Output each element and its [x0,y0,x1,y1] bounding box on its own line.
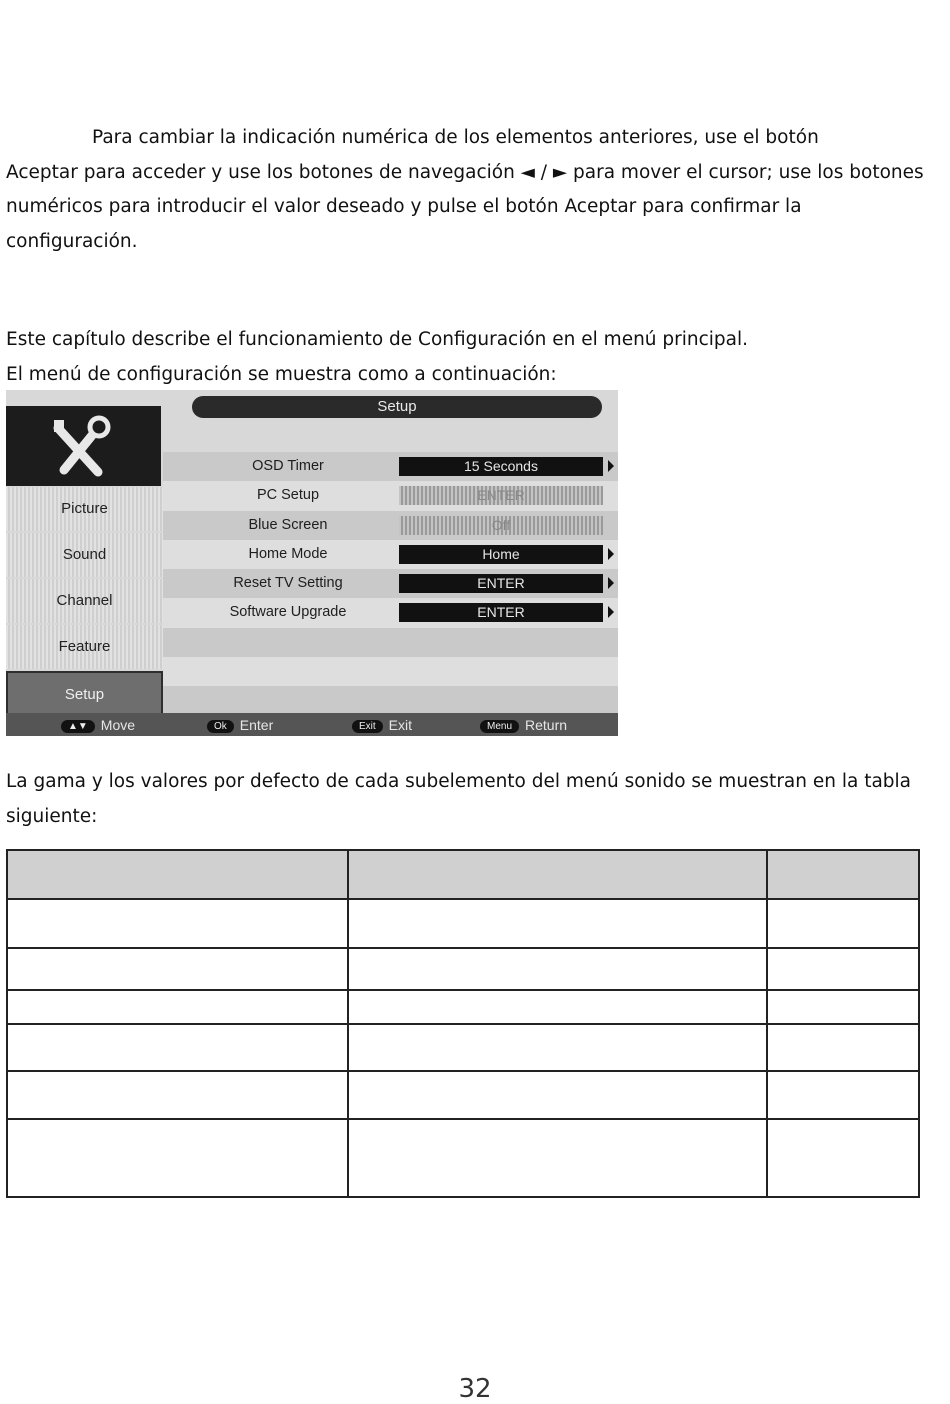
range-defaults-table [6,849,920,1198]
table-cell [7,1071,348,1119]
right-arrow-icon [608,606,614,618]
table-cell [7,1119,348,1197]
right-arrow-icon [608,577,614,589]
table-cell [348,1071,767,1119]
sidebar-item-setup[interactable]: Setup [6,671,163,715]
sidebar-item-sound[interactable]: Sound [6,533,163,577]
footer-label: Return [525,717,568,733]
setup-menu-screenshot [6,390,618,736]
option-value[interactable]: ENTER [399,574,603,593]
option-value: Off [399,516,603,535]
chapter-paragraph [6,323,926,392]
table-cell [348,899,767,948]
osd-footer [6,713,618,736]
sidebar-item-picture[interactable]: Picture [6,487,163,531]
table-cell [767,1024,919,1071]
intro-paragraph [6,121,926,259]
empty-row [163,686,618,715]
table-header-cell [7,850,348,899]
option-label: PC Setup [256,487,320,504]
footer-move[interactable] [61,715,135,735]
table-cell [7,1024,348,1071]
option-value[interactable]: ENTER [399,603,603,622]
table-cell [767,1071,919,1119]
sidebar-item-feature[interactable]: Feature [6,625,163,669]
footer-return[interactable] [480,715,567,735]
table-cell [767,948,919,990]
setup-options [163,452,618,716]
table-header-cell [767,850,919,899]
option-software-upgrade[interactable] [163,598,618,627]
page-number: 32 [458,1374,492,1404]
table-row [7,1024,919,1071]
footer-label: Enter [239,717,274,733]
table-cell [348,1024,767,1071]
move-key-icon: ▲▼ [61,720,95,733]
setup-icon-panel [6,406,161,486]
option-blue-screen[interactable] [163,511,618,540]
tools-icon [6,406,161,486]
table-cell [7,990,348,1024]
option-value: ENTER [399,486,603,505]
option-value[interactable]: Home [399,545,603,564]
table-cell [767,990,919,1024]
option-value[interactable]: 15 Seconds [399,457,603,476]
empty-row [163,628,618,657]
table-cell [7,948,348,990]
table-intro: La gama y los valores por defecto de cada subelemento del menú sonido se muestran en la tabla siguiente: [6,771,912,827]
table-cell [7,899,348,948]
table-row [7,990,919,1024]
option-label: Reset TV Setting [233,575,343,592]
option-label: Software Upgrade [229,604,347,621]
table-cell [767,899,919,948]
table-cell [348,1119,767,1197]
table-row [7,1071,919,1119]
intro-line-1: Para cambiar la indicación numérica de los elementos anteriores, use el botón [92,127,819,148]
footer-exit[interactable] [352,715,412,735]
option-home-mode[interactable] [163,540,618,569]
table-header-cell [348,850,767,899]
chapter-line-2: El menú de configuración se muestra como a continuación: [6,363,557,385]
right-arrow-icon [608,548,614,560]
option-label: OSD Timer [252,458,324,474]
menu-key-icon: Menu [480,720,519,733]
footer-label: Exit [388,717,413,733]
footer-enter[interactable] [207,715,273,735]
table-cell [348,990,767,1024]
osd-title: Setup [192,396,602,418]
intro-rest: Aceptar para acceder y use los botones de navegación ◄ / ► para mover el cursor; use los botones numéricos para introducir el valor deseado y pulse el botón Aceptar para confirmar la configuración. [6,161,924,252]
table-row [7,1119,919,1197]
table-row [7,899,919,948]
empty-row [163,657,618,686]
table-intro-paragraph [6,765,926,834]
footer-label: Move [100,717,136,733]
option-pc-setup[interactable] [163,481,618,510]
ok-key-icon: Ok [207,720,234,733]
option-osd-timer[interactable] [163,452,618,481]
table-row [7,948,919,990]
exit-key-icon: Exit [352,720,383,733]
option-label: Home Mode [248,545,328,562]
table-cell [767,1119,919,1197]
option-reset-tv-setting[interactable] [163,569,618,598]
osd-sidebar [6,487,163,717]
table-cell [348,948,767,990]
sidebar-item-channel[interactable]: Channel [6,579,163,623]
chapter-line-1: Este capítulo describe el funcionamiento de Configuración en el menú principal. [6,329,749,350]
right-arrow-icon [608,460,614,472]
option-label: Blue Screen [248,516,328,533]
table-header-row [7,850,919,899]
